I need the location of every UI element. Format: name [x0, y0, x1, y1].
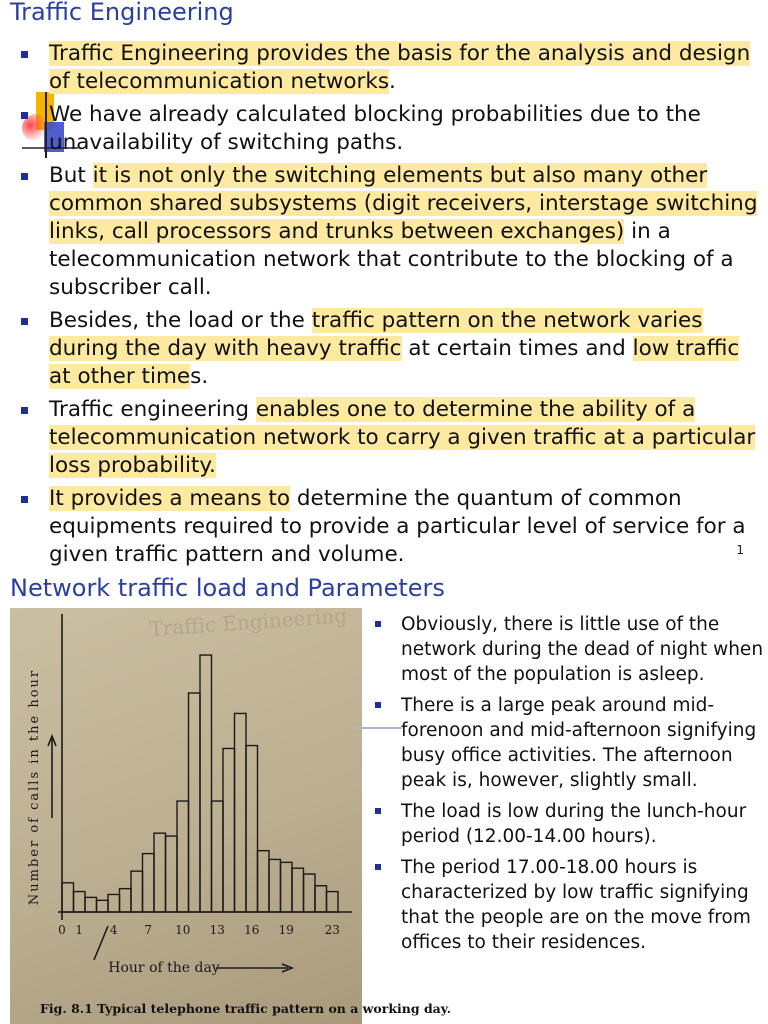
- chart-bar: [166, 836, 178, 912]
- bullet-text: at certain times and: [401, 336, 633, 361]
- ghost-bleed-text: Traffic Engineering: [148, 603, 348, 641]
- chart-bar: [200, 655, 212, 912]
- bullet-item: [372, 855, 764, 955]
- chart-bar: [315, 886, 327, 912]
- chart-bar: [258, 851, 270, 912]
- bullet-marker-icon: [375, 864, 381, 870]
- bullet-text: in a telecommunication network that contribute to the blocking of a subscriber call.: [49, 219, 734, 300]
- page-number: 1: [736, 543, 744, 557]
- x-tick-label: 19: [278, 923, 294, 937]
- x-tick-label: 4: [109, 923, 118, 937]
- bullet-item: [18, 307, 758, 391]
- bullet-marker-icon: [21, 407, 28, 414]
- bullet-item: [18, 485, 758, 569]
- bullet-text: s.: [190, 364, 209, 389]
- chart-bar: [97, 900, 109, 912]
- chart-bar: [85, 897, 97, 912]
- bullet-text: We have already calculated blocking probabilities due to the unavailability of switching paths.: [49, 102, 701, 155]
- bullet-item: [18, 162, 758, 302]
- x-tick-label: 10: [175, 923, 191, 937]
- slide-title: Network traffic load and Parameters: [10, 574, 445, 602]
- figure-caption: Fig. 8.1 Typical telephone traffic pattern on a working day.: [40, 1001, 451, 1016]
- bullet-text: determine the quantum of common equipments required to provide a particular level of service for a given traffic pattern and volume.: [49, 486, 746, 567]
- chart-bar: [189, 693, 201, 912]
- bullet-text: .: [389, 69, 396, 94]
- highlighted-text: traffic pattern on the network varies during the day with heavy traffic: [49, 308, 703, 361]
- x-tick-label: 13: [209, 923, 225, 937]
- chart-bar: [235, 713, 247, 912]
- bullet-list: [372, 612, 764, 961]
- bullet-item: [372, 693, 764, 793]
- chart-bar: [62, 883, 74, 912]
- bullet-text: The load is low during the lunch-hour period (12.00-14.00 hours).: [401, 801, 747, 847]
- x-axis-label: Hour of the day: [108, 960, 220, 976]
- chart-bar: [269, 859, 281, 912]
- bullet-marker-icon: [21, 173, 28, 180]
- bullet-list: [18, 40, 758, 574]
- chart-bar: [223, 748, 235, 912]
- traffic-pattern-figure: [10, 603, 451, 1024]
- chart-bar: [177, 801, 189, 912]
- bullet-text: But: [49, 163, 93, 188]
- slide-title: Traffic Engineering: [10, 0, 234, 26]
- bullet-text: The period 17.00-18.00 hours is characterized by low traffic signifying that the people are on the move from offices to their residences.: [401, 857, 751, 953]
- bullet-item: [372, 799, 764, 849]
- chart-bar: [120, 889, 132, 912]
- x-tick-label: 7: [144, 923, 153, 937]
- highlighted-text: Traffic Engineering provides the basis for the analysis and design of telecommunication networks: [49, 41, 751, 94]
- bullet-marker-icon: [21, 51, 28, 58]
- chart-bar: [131, 871, 143, 912]
- bullet-item: [18, 40, 758, 96]
- bullet-marker-icon: [375, 808, 381, 814]
- chart-bar: [108, 894, 120, 912]
- bullet-text: Obviously, there is little use of the network during the dead of night when most of the population is asleep.: [401, 614, 764, 685]
- bullet-marker-icon: [21, 112, 28, 119]
- chart-bar: [281, 862, 293, 912]
- bullet-text: There is a large peak around mid-forenoon and mid-afternoon signifying busy office activities. The afternoon peak is, however, slightly small.: [401, 695, 757, 791]
- highlighted-text: enables one to determine the ability of a telecommunication network to carry a given traffic at a particular loss probability.: [49, 397, 756, 478]
- traffic-chart: [10, 603, 451, 1024]
- highlighted-text: it is not only the switching elements but also many other common shared subsystems (digit receivers, interstage switching links, call processors and trunks between exchanges): [49, 163, 758, 244]
- x-tick-label: 16: [244, 923, 260, 937]
- highlighted-text: low traffic at other time: [49, 336, 740, 389]
- chart-bar: [327, 892, 339, 912]
- bullet-item: [372, 612, 764, 687]
- chart-bar: [212, 801, 224, 912]
- chart-bar: [143, 854, 155, 912]
- y-axis-label: Number of calls in the hour: [27, 668, 42, 906]
- chart-bar: [154, 833, 166, 912]
- bullet-item: [18, 396, 758, 480]
- bullet-text: Traffic engineering: [49, 397, 256, 422]
- chart-bar: [292, 868, 304, 912]
- bullet-marker-icon: [375, 702, 381, 708]
- bullet-item: [18, 101, 758, 157]
- highlighted-text: It provides a means to: [49, 486, 290, 511]
- chart-bar: [74, 892, 86, 912]
- axis-break-slash: [94, 926, 108, 960]
- bullet-text: Besides, the load or the: [49, 308, 312, 333]
- bullet-marker-icon: [21, 318, 28, 325]
- x-tick-label: 1: [75, 923, 84, 937]
- x-tick-label: 23: [324, 923, 340, 937]
- bullet-marker-icon: [21, 496, 28, 503]
- slide-network-traffic: [0, 570, 768, 1024]
- bullet-marker-icon: [375, 621, 381, 627]
- chart-bar: [246, 746, 258, 912]
- x-tick-label: 0: [58, 923, 66, 937]
- chart-bar: [304, 874, 316, 912]
